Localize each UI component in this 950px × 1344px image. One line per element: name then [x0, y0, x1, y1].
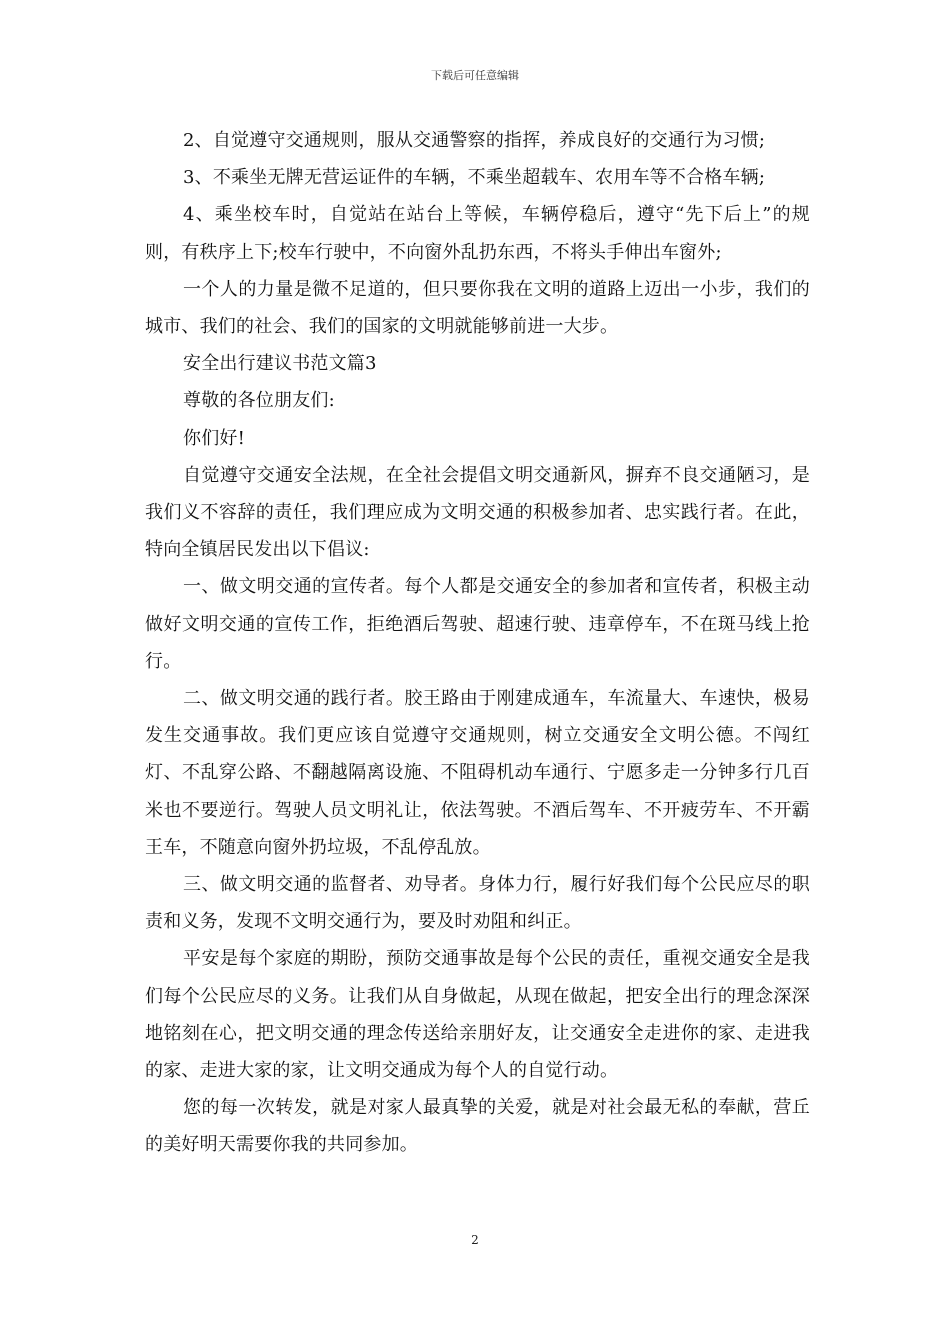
salutation: 尊敬的各位朋友们: — [183, 390, 335, 412]
page-number: 2 — [471, 1233, 479, 1247]
paragraph: 自觉遵守交通安全法规，在全社会提倡文明交通新风，摒弃不良交通陋习，是我们义不容辞的责任，我们理应成为文明交通的积极参加者、忠实践行者。在此，特向全镇居民发出以下倡议: — [145, 464, 810, 561]
paragraph: 三、做文明交通的监督者、劝导者。身体力行，履行好我们每个公民应尽的职责和义务，发现不文明交通行为，要及时劝阻和纠正。 — [145, 874, 810, 933]
paragraph: 二、做文明交通的践行者。胶王路由于刚建成通车，车流量大、车速快，极易发生交通事故。我们更应该自觉遵守交通规则，树立交通安全文明公德。不闯红灯、不乱穿公路、不翻越隔离设施、不阻碍机动车通行、宁愿多走一分钟多行几百米也不要逆行。驾驶人员文明礼让，依法驾驶。不酒后驾车、不开疲劳车、不开霸王车，不随意向窗外扔垃圾，不乱停乱放。 — [145, 688, 810, 858]
paragraph: 平安是每个家庭的期盼，预防交通事故是每个公民的责任，重视交通安全是我们每个公民应尽的义务。让我们从自身做起，从现在做起，把安全出行的理念深深地铭刻在心，把文明交通的理念传送给亲朋好友，让交通安全走进你的家、走进我的家、走进大家的家，让文明交通成为每个人的自觉行动。 — [145, 948, 810, 1082]
paragraph: 3、不乘坐无牌无营运证件的车辆，不乘坐超载车、农用车等不合格车辆; — [183, 167, 766, 189]
paragraph: 2、自觉遵守交通规则，服从交通警察的指挥，养成良好的交通行为习惯; — [183, 130, 766, 151]
greeting: 你们好! — [183, 427, 246, 449]
page-header: 下载后可任意编辑 — [431, 69, 519, 82]
paragraph: 一、做文明交通的宣传者。每个人都是交通安全的参加者和宣传者，积极主动做好文明交通的宣传工作，拒绝酒后驾驶、超速行驶、违章停车，不在斑马线上抢行。 — [145, 576, 810, 672]
paragraph: 4、乘坐校车时，自觉站在站台上等候，车辆停稳后，遵守“先下后上”的规则，有秩序上下;校车行驶中，不向窗外乱扔东西，不将头手伸出车窗外; — [145, 204, 810, 263]
document-body — [145, 122, 810, 1164]
section-title: 安全出行建议书范文篇3 — [183, 353, 377, 375]
paragraph: 一个人的力量是微不足道的，但只要你我在文明的道路上迈出一小步，我们的城市、我们的社会、我们的国家的文明就能够前进一大步。 — [145, 278, 810, 338]
paragraph: 您的每一次转发，就是对家人最真挚的关爱，就是对社会最无私的奉献，营丘的美好明天需要你我的共同参加。 — [145, 1097, 810, 1156]
